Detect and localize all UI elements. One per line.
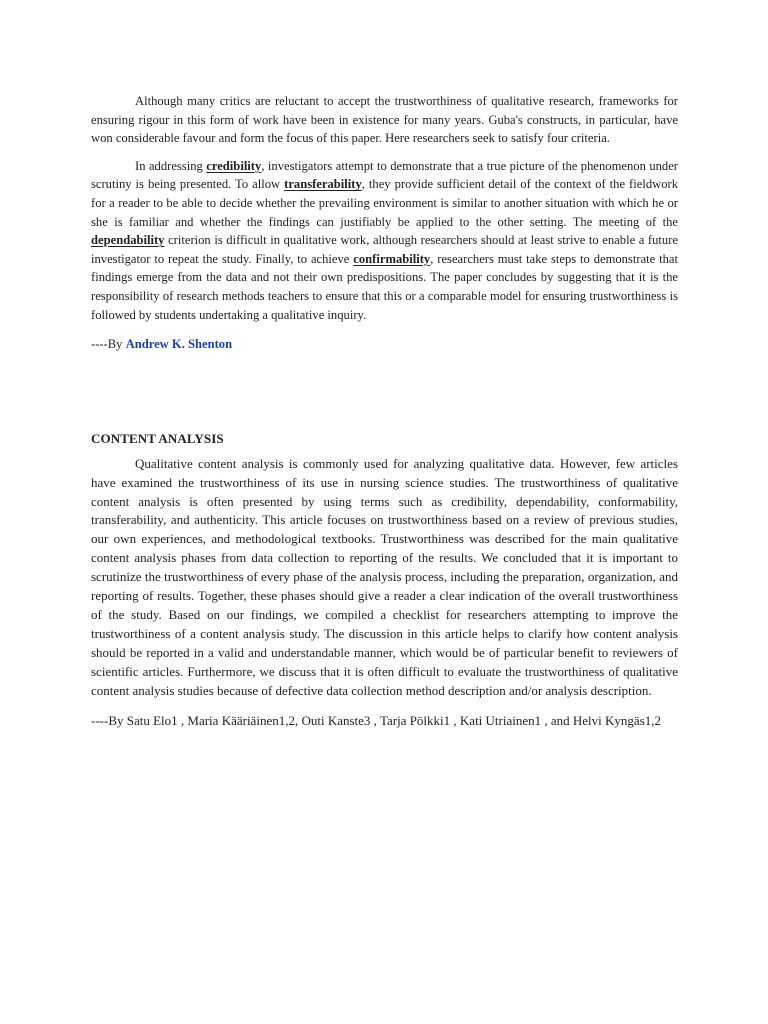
criteria-paragraph (91, 157, 678, 324)
term-dependability: dependability (91, 233, 165, 248)
intro-paragraph: Although many critics are reluctant to accept the trustworthiness of qualitative research, frameworks for ensuring rigour in this form of work have been in existence for many years. Guba's constructs, in particular, have won considerable favour and form the focus of this paper. Here researchers seek to satisfy four criteria. (91, 94, 678, 146)
content-analysis-heading: CONTENT ANALYSIS (91, 430, 224, 446)
criteria-text-5: , researchers must take steps to demonstrate that findings emerge from the data and not their own predispositions. The paper concludes by suggesting that it is the responsibility of research methods teachers to ensure that this or a comparable model for ensuring trustworthiness is followed by students undertaking a qualitative inquiry. (91, 251, 679, 322)
author-link-shenton[interactable]: Andrew K. Shenton (125, 337, 233, 352)
term-transferability: transferability (284, 177, 362, 192)
shenton-byline (91, 335, 678, 354)
document-page (91, 92, 678, 731)
term-confirmability: confirmability (353, 251, 431, 266)
criteria-text-1: In addressing (135, 158, 207, 173)
criteria-text-4: criterion is difficult in qualitative work, although researchers should at least strive to enable a future investigator to repeat the study. Finally, to achieve (91, 233, 678, 266)
elo-byline: ----By Satu Elo1 , Maria Kääriäinen1,2, Outi Kanste3 , Tarja Pölkki1 , Kati Utriainen1 , and Helvi Kyngäs1,2 (91, 712, 662, 728)
criteria-text-2: , investigators attempt to demonstrate that a true picture of the phenomenon under scrutiny is being presented. To allow (91, 158, 678, 192)
term-credibility: credibility (206, 158, 262, 173)
criteria-text-3: , they provide sufficient detail of the context of the fieldwork for a reader to be able to decide whether the prevailing environment is similar to another situation with which he or she is familiar and whether the findings can justifiably be applied to the other setting. The meeting of the (91, 177, 679, 229)
content-analysis-paragraph: Qualitative content analysis is commonly used for analyzing qualitative data. However, few articles have examined the trustworthiness of its use in nursing science studies. The trustworthiness of qualitative content analysis is often presented by using terms such as credibility, dependability, conformability, transferability, and authenticity. This article focuses on trustworthiness based on a review of previous studies, our own experiences, and methodological textbooks. Trustworthiness was described for the main qualitative content analysis phases from data collection to reporting of the results. We concluded that it is important to scrutinize the trustworthiness of every phase of the analysis process, including the preparation, organization, and reporting of results. Together, these phases should give a reader a clear indication of the overall trustworthiness of the study. Based on our findings, we compiled a checklist for researchers attempting to improve the trustworthiness of a content analysis study. The discussion in this article helps to clarify how content analysis should be reported in a valid and understandable manner, which would be of particular benefit to reviewers of scientific articles. Furthermore, we discuss that it is often difficult to evaluate the trustworthiness of qualitative content analysis studies because of defective data collection method description and/or analysis description. (91, 455, 678, 698)
byline-prefix: ----By (91, 337, 126, 352)
